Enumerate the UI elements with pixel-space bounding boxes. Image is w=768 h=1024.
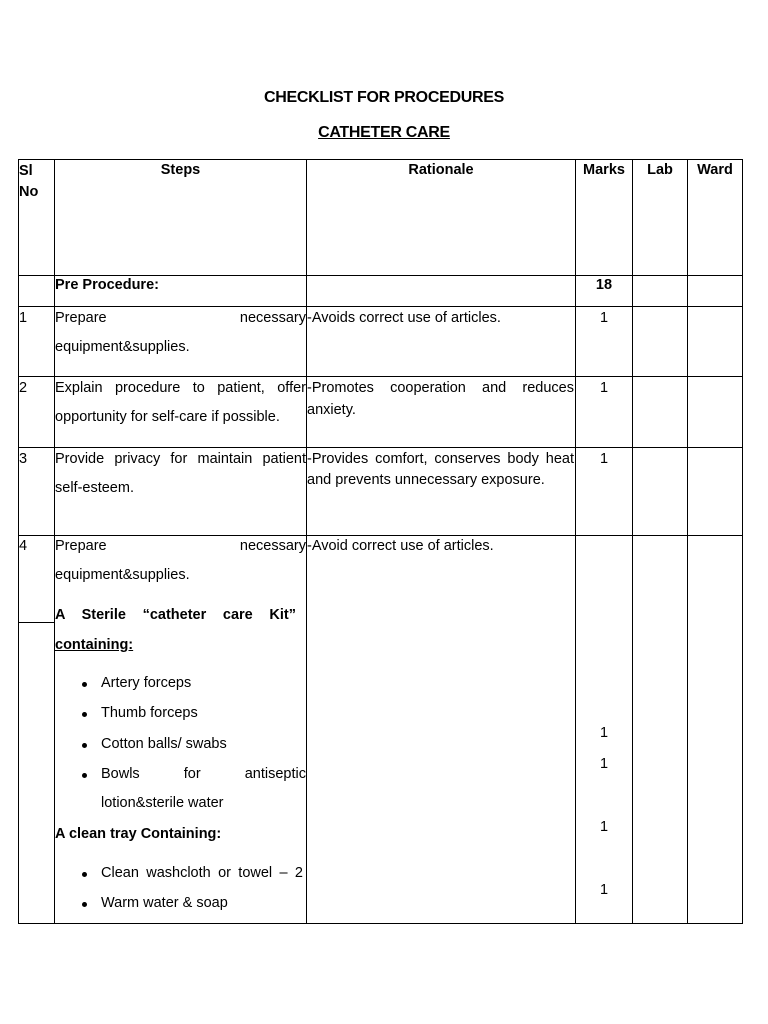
- header-steps: Steps: [160, 162, 201, 178]
- bullet-icon: [82, 773, 87, 778]
- kit-heading-line-1: A Sterile “catheter care Kit”: [55, 607, 296, 623]
- column-divider: [687, 159, 688, 924]
- row-4-step-line-1: Prepare necessary: [55, 538, 306, 554]
- tray-heading: A clean tray Containing:: [55, 826, 222, 842]
- kit-item-label: Thumb forceps: [101, 705, 198, 721]
- row-2-rationale-line-2: anxiety.: [307, 402, 356, 418]
- row-4-marks: 1: [599, 725, 609, 741]
- bullet-icon: [82, 743, 87, 748]
- row-1-sl: 1: [19, 310, 28, 326]
- row-divider: [18, 535, 743, 536]
- bullet-icon: [82, 872, 87, 877]
- kit-item: [101, 736, 227, 752]
- row-3-step-line-1: Provide privacy for maintain patient: [55, 451, 306, 467]
- row-3-step-line-2: self-esteem.: [55, 480, 134, 496]
- row-4-step-line-2: equipment&supplies.: [55, 567, 190, 583]
- tray-item: [101, 865, 303, 881]
- row-4-marks: 1: [599, 882, 609, 898]
- kit-item-label: Cotton balls/ swabs: [101, 736, 227, 752]
- kit-item-label: Artery forceps: [101, 675, 192, 691]
- tray-item: [101, 895, 228, 911]
- row-3-marks: 1: [599, 451, 609, 467]
- header-rationale: Rationale: [408, 162, 474, 178]
- tray-item-label: Warm water & soap: [101, 895, 228, 911]
- kit-item: [101, 766, 306, 782]
- bullet-icon: [82, 902, 87, 907]
- row-1-step-line-1: Prepare necessary: [55, 310, 306, 326]
- kit-item-continuation: [101, 795, 224, 811]
- row-divider: [18, 447, 743, 448]
- kit-item-label: Bowls for antiseptic: [101, 766, 306, 782]
- bullet-icon: [82, 712, 87, 717]
- header-lab: Lab: [647, 162, 673, 178]
- row-2-rationale-line-1: -Promotes cooperation and reduces: [307, 380, 574, 396]
- row-3-rationale-line-2: and prevents unnecessary exposure.: [307, 472, 545, 488]
- table-border-top: [18, 159, 743, 160]
- sl-column-divider: [18, 622, 55, 623]
- column-divider: [575, 159, 576, 924]
- tray-item-label: Clean washcloth or towel – 2: [101, 865, 303, 881]
- pre-procedure-marks: 18: [595, 277, 613, 293]
- table-border-bottom: [18, 923, 743, 924]
- kit-item: [101, 675, 191, 691]
- pre-procedure-label: Pre Procedure:: [55, 277, 159, 293]
- bullet-icon: [82, 682, 87, 687]
- column-divider: [632, 159, 633, 924]
- row-1-marks: 1: [599, 310, 609, 326]
- row-2-marks: 1: [599, 380, 609, 396]
- row-4-sl: 4: [19, 538, 28, 554]
- row-3-sl: 3: [19, 451, 28, 467]
- row-2-sl: 2: [19, 380, 28, 396]
- row-4-rationale: -Avoid correct use of articles.: [307, 538, 494, 554]
- header-sl-no: Sl No: [19, 163, 39, 200]
- table-border-right: [742, 159, 743, 924]
- row-3-rationale-line-1: -Provides comfort, conserves body heat: [307, 451, 574, 467]
- header-ward: Ward: [697, 162, 733, 178]
- row-2-step-line-2: opportunity for self-care if possible.: [55, 409, 280, 425]
- row-1-step-line-2: equipment&supplies.: [55, 339, 190, 355]
- row-divider: [18, 306, 743, 307]
- kit-heading-line-2: containing:: [55, 637, 134, 653]
- row-4-marks: 1: [599, 756, 609, 772]
- kit-item-label: lotion&sterile water: [101, 795, 224, 811]
- kit-item: [101, 705, 198, 721]
- document-subtitle: CATHETER CARE: [318, 124, 450, 141]
- row-2-step-line-1: Explain procedure to patient, offer: [55, 380, 306, 396]
- header-marks: Marks: [583, 162, 625, 178]
- document-title: CHECKLIST FOR PROCEDURES: [264, 89, 504, 106]
- row-divider: [18, 376, 743, 377]
- row-4-marks: 1: [599, 819, 609, 835]
- row-1-rationale: -Avoids correct use of articles.: [307, 310, 501, 326]
